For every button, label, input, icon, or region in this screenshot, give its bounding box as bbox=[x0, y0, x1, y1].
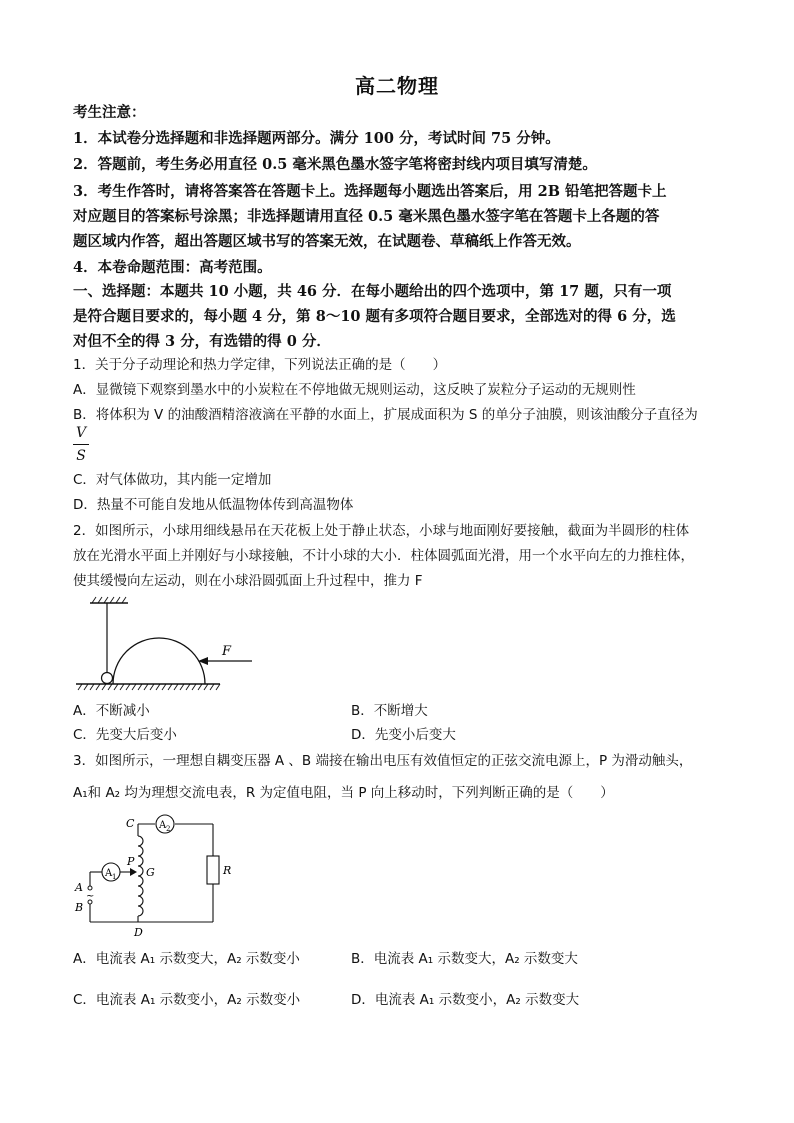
q2-option-d: D．先变小后变大 bbox=[351, 727, 456, 743]
notice-item: 题区域内作答，超出答题区域书写的答案无效，在试题卷、草稿纸上作答无效。 bbox=[73, 233, 581, 250]
q3-option-b: B．电流表 A₁ 示数变大，A₂ 示数变大 bbox=[351, 951, 578, 967]
ammeter-a1-sub: 1 bbox=[112, 873, 117, 881]
fraction-denominator: S bbox=[76, 448, 86, 464]
ball-circle bbox=[102, 673, 113, 684]
q2-option-b: B．不断增大 bbox=[351, 703, 428, 719]
q1-option-b: B．将体积为 V 的油酸酒精溶液滴在平静的水面上，扩展成面积为 S 的单分子油膜，则该油酸分子直径为 bbox=[73, 407, 698, 423]
ac-symbol: ~ bbox=[86, 891, 95, 902]
label-r: R bbox=[223, 864, 232, 877]
q3-circuit-diagram bbox=[70, 812, 230, 942]
ammeter-a2-label: A bbox=[159, 820, 167, 831]
fraction-numerator: V bbox=[75, 425, 87, 441]
label-d: D bbox=[134, 926, 143, 939]
q3-stem: 3．如图所示，一理想自耦变压器 A 、B 端接在输出电压有效值恒定的正弦交流电源上，P 为滑动触头， bbox=[73, 753, 693, 769]
q2-option-a: A．不断减小 bbox=[73, 703, 150, 719]
section-instructions: 对但不全的得 3 分，有选错的得 0 分． bbox=[73, 333, 331, 350]
label-p: P bbox=[127, 855, 135, 868]
section-instructions: 一、选择题：本题共 10 小题，共 46 分．在每小题给出的四个选项中，第 17 题，只有一项 bbox=[73, 283, 672, 300]
terminal-a bbox=[88, 886, 92, 890]
notice-item: 1．本试卷分选择题和非选择题两部分。满分 100 分，考试时间 75 分钟。 bbox=[73, 130, 560, 147]
q1-option-d: D．热量不可能自发地从低温物体传到高温物体 bbox=[73, 497, 354, 513]
section-instructions: 是符合题目要求的，每小题 4 分，第 8～10 题有多项符合题目要求，全部选对的得 6 分，选 bbox=[73, 308, 676, 325]
force-arrow-head bbox=[198, 657, 208, 665]
ceiling-hatch bbox=[92, 597, 126, 603]
q2-option-c: C．先变大后变小 bbox=[73, 727, 177, 743]
q2-stem: 放在光滑水平面上并刚好与小球接触，不计小球的大小．柱体圆弧面光滑，用一个水平向左的力推柱体， bbox=[73, 548, 694, 564]
force-label: F bbox=[222, 644, 232, 659]
ground-hatch bbox=[78, 684, 220, 690]
ammeter-a1-label: A bbox=[105, 868, 113, 879]
q2-stem: 使其缓慢向左运动，则在小球沿圆弧面上升过程中，推力 F bbox=[73, 573, 423, 589]
q1-fraction bbox=[73, 425, 89, 464]
q1-option-c: C．对气体做功，其内能一定增加 bbox=[73, 472, 272, 488]
notice-item: 对应题目的答案标号涂黑；非选择题请用直径 0.5 毫米黑色墨水签字笔在答题卡上各题的答 bbox=[73, 208, 660, 225]
q2-diagram bbox=[70, 595, 260, 695]
q2-stem: 2．如图所示，小球用细线悬吊在天花板上处于静止状态，小球与地面刚好要接触，截面为半圆形的柱体 bbox=[73, 523, 690, 539]
label-b: B bbox=[75, 901, 84, 914]
resistor-r bbox=[207, 856, 219, 884]
notice-item: 4．本卷命题范围：高考范围。 bbox=[73, 259, 272, 276]
label-a: A bbox=[75, 881, 83, 894]
q3-option-a: A．电流表 A₁ 示数变大，A₂ 示数变小 bbox=[73, 951, 300, 967]
notice-item: 2．答题前，考生务必用直径 0.5 毫米黑色墨水签字笔将密封线内项目填写清楚。 bbox=[73, 156, 597, 173]
q3-stem: A₁和 A₂ 均为理想交流电表，R 为定值电阻，当 P 向上移动时，下列判断正确的是（ ） bbox=[73, 785, 614, 801]
page-title: 高二物理 bbox=[355, 74, 439, 98]
notice-item: 3．考生作答时，请将答案答在答题卡上。选择题每小题选出答案后，用 2B 铅笔把答题卡上 bbox=[73, 183, 667, 200]
transformer-coil bbox=[138, 836, 143, 916]
fraction-bar bbox=[73, 444, 89, 445]
q1-stem: 1．关于分子动理论和热力学定律，下列说法正确的是（ ） bbox=[73, 357, 447, 373]
semicircle-cylinder bbox=[113, 638, 205, 684]
q3-option-c: C．电流表 A₁ 示数变小，A₂ 示数变小 bbox=[73, 992, 301, 1008]
label-g: G bbox=[146, 866, 155, 879]
notice-heading: 考生注意： bbox=[73, 104, 146, 121]
ammeter-a2-sub: 2 bbox=[166, 825, 171, 833]
q3-option-d: D．电流表 A₁ 示数变小，A₂ 示数变大 bbox=[351, 992, 580, 1008]
label-c: C bbox=[126, 817, 135, 830]
slider-p-arrow bbox=[130, 868, 137, 876]
q1-option-a: A．显微镜下观察到墨水中的小炭粒在不停地做无规则运动，这反映了炭粒分子运动的无规则性 bbox=[73, 382, 636, 398]
